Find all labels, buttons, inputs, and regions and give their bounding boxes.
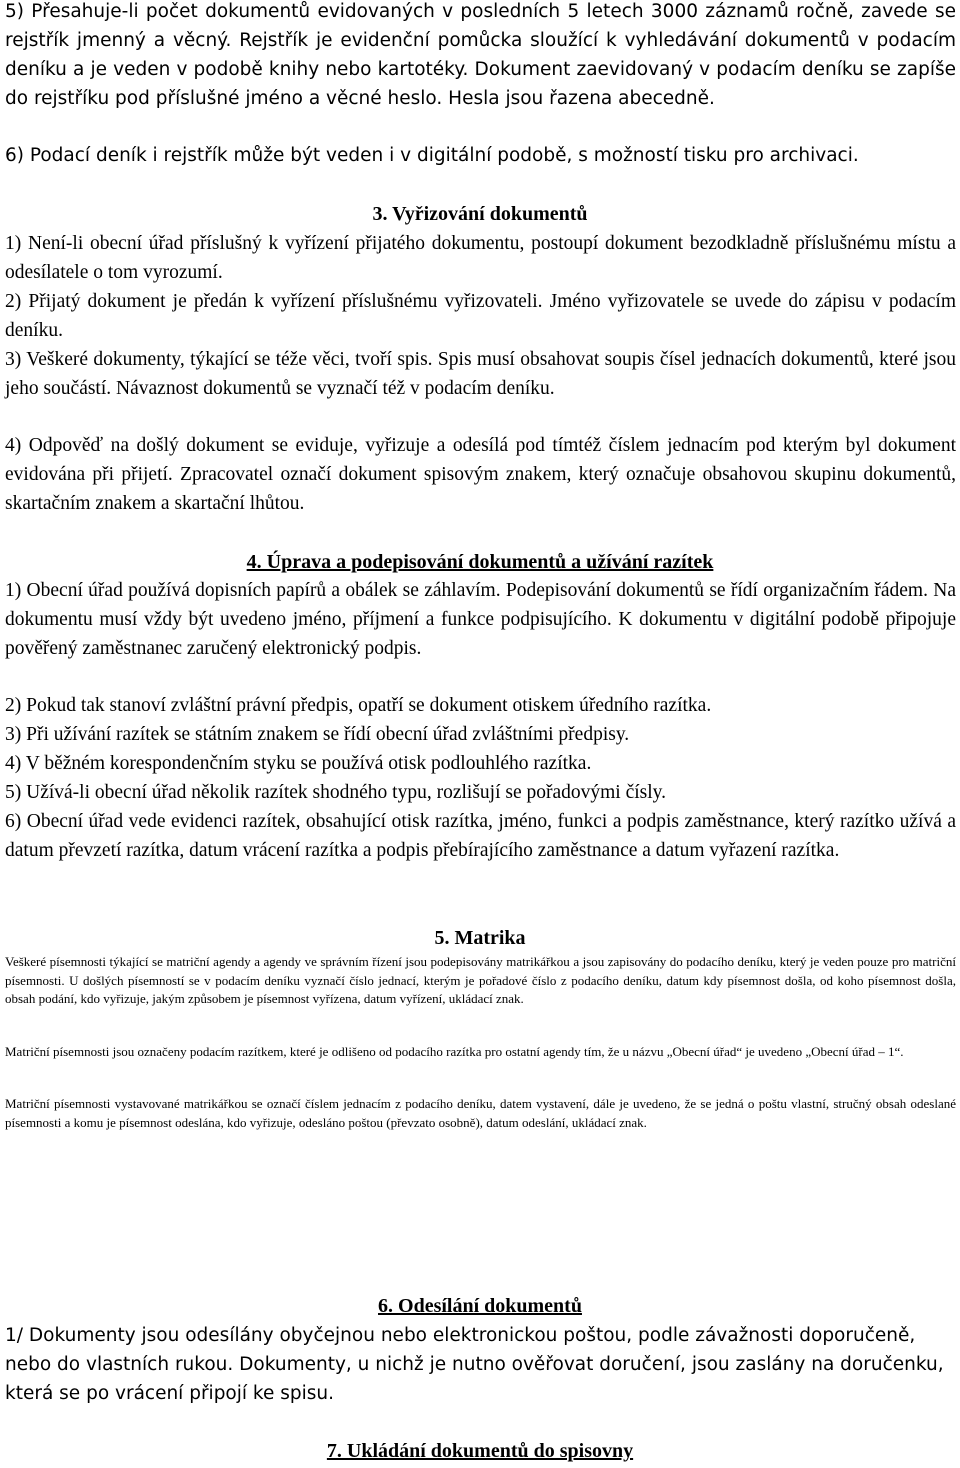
section-6-item-1: 1/ Dokumenty jsou odesílány obyčejnou nebo elektronickou poštou, podle závažnosti doporučeně, nebo do vlastních rukou. Dokumenty, u nichž je nutno ověřovat doručení, jsou zaslány na doručenku, která se po vrácení připojí ke spisu.	[5, 1325, 944, 1404]
paragraph-item-6-digital: 6) Podací deník i rejstřík může být veden i v digitální podobě, s možností tisku pro archivaci.	[5, 145, 859, 166]
section-4-heading: 4. Úprava a podepisování dokumentů a užívání razítek	[246, 551, 714, 573]
section-5-heading: 5. Matrika	[434, 927, 526, 949]
section-4-item-4: 4) V běžném korespondenčním styku se používá otisk podlouhlého razítka.	[5, 753, 592, 774]
section-5-paragraph-1: Veškeré písemnosti týkající se matriční agendy a agendy ve správním řízení jsou podepisovány matrikářkou a jsou zapisovány do podacího deníku, který je veden pouze pro matriční písemnosti. U došlých písemností se v podacím deníku vyznačí číslo jednací, kterým je pořadové číslo z podacího deníku, datum kdy písemnost došla, od koho písemnost došla, obsah podání, kdo vyřizuje, jakým způsobem je písemnost vyřízena, datum vyřízení, ukládací znak.	[5, 954, 956, 1006]
paragraph-item-5-register: 5) Přesahuje-li počet dokumentů evidovaných v posledních 5 letech 3000 záznamů ročně, zavede se rejstřík jmenný a věcný. Rejstřík je evidenční pomůcka sloužící k vyhledávání dokumentů v podacím deníku a je veden v podobě knihy nebo kartotéky. Dokument zaevidovaný v podacím deníku se zapíše do rejstříku pod příslušné jméno a věcné heslo. Hesla jsou řazena abecedně.	[5, 1, 956, 109]
section-7-heading: 7. Ukládání dokumentů do spisovny	[326, 1440, 634, 1462]
section-3-item-1: 1) Není-li obecní úřad příslušný k vyřízení přijatého dokumentu, postoupí dokument bezodkladně příslušnému místu a odesílatele o tom vyrozumí.	[5, 233, 956, 283]
section-6-heading: 6. Odesílání dokumentů	[378, 1295, 582, 1317]
section-5-paragraph-2: Matriční písemnosti jsou označeny podacím razítkem, které je odlišeno od podacího razítka pro ostatní agendy tím, že u názvu „Obecní úřad“ je uvedeno „Obecní úřad – 1“.	[5, 1044, 904, 1059]
section-4-item-5: 5) Užívá-li obecní úřad několik razítek shodného typu, rozlišují se pořadovými čísly.	[5, 782, 667, 803]
section-5-paragraph-3: Matriční písemnosti vystavované matrikářkou se označí číslem jednacím z podacího deníku, datem vystavení, dále je uvedeno, že se jedná o poštu vlastní, stručný obsah odeslané písemnosti a komu je písemnost odeslána, kdo vyřizuje, odesláno poštou (převzato osobně), datum odeslání, ukládací znak.	[5, 1096, 956, 1130]
section-3-item-2: 2) Přijatý dokument je předán k vyřízení příslušnému vyřizovateli. Jméno vyřizovatele se uvede do zápisu v podacím deníku.	[5, 291, 956, 341]
section-4-item-3: 3) Při užívání razítek se státním znakem se řídí obecní úřad zvláštními předpisy.	[5, 724, 630, 745]
section-3-heading: 3. Vyřizování dokumentů	[372, 203, 588, 225]
section-4-item-6: 6) Obecní úřad vede evidenci razítek, obsahující otisk razítka, jméno, funkci a podpis zaměstnance, který razítko užívá a datum převzetí razítka, datum vrácení razítka a podpis přebírajícího zaměstnance a datum vyřazení razítka.	[5, 811, 956, 861]
section-3-item-3: 3) Veškeré dokumenty, týkající se téže věci, tvoří spis. Spis musí obsahovat soupis čísel jednacích dokumentů, které jsou jeho součástí. Návaznost dokumentů se vyznačí též v podacím deníku.	[5, 349, 956, 399]
section-3-item-4: 4) Odpověď na došlý dokument se eviduje, vyřizuje a odesílá pod tímtéž číslem jednacím pod kterým byl dokument evidována při přijetí. Zpracovatel označí dokument spisovým znakem, který označuje obsahovou skupinu dokumentů, skartačním znakem a skartační lhůtou.	[5, 435, 956, 514]
section-4-item-1: 1) Obecní úřad používá dopisních papírů a obálek se záhlavím. Podepisování dokumentů se řídí organizačním řádem. Na dokumentu musí vždy být uvedeno jméno, příjmení a funkce podpisujícího. K dokumentu v digitální podobě připojuje pověřený zaměstnanec zaručený elektronický podpis.	[5, 580, 956, 659]
section-4-item-2: 2) Pokud tak stanoví zvláštní právní předpis, opatří se dokument otiskem úředního razítka.	[5, 695, 712, 716]
